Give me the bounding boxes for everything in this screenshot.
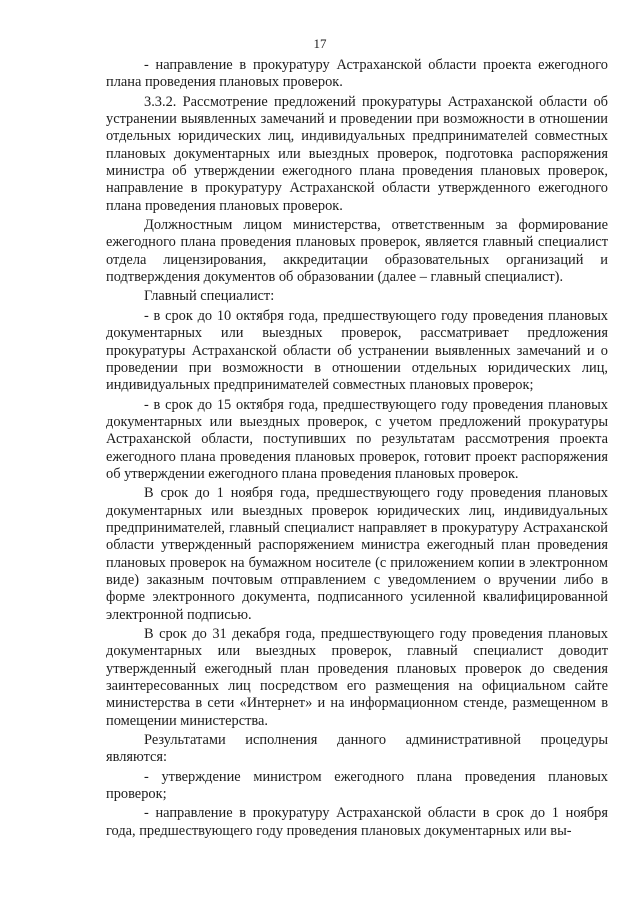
paragraph-8: В срок до 31 декабря года, предшествующего году проведения плановых документарных или выездных проверок, главный специалист доводит утвержденный ежегодный план проведения плановых проверок до сведения заинтересованных лиц посредством его размещения на официальном сайте министерства в сети «Интернет» и на информационном стенде, размещенном в помещении министерства. [106,626,608,729]
paragraph-4: Главный специалист: [144,288,275,305]
paragraph-10: - утверждение министром ежегодного плана проведения плановых проверок; [106,768,608,803]
paragraph-6: - в срок до 15 октября года, предшествующего году проведения плановых документарных или выездных проверок, с учетом предложений прокуратуры Астраханской области, поступивших по результатам рассмотрения проекта ежегодного плана проведения плановых проверок, готовит проект распоряжения об утверждении ежегодного плана проведения плановых проверок. [106,396,608,482]
page-number: 17 [313,36,327,51]
paragraph-5: - в срок до 10 октября года, предшествующего году проведения плановых документарных или выездных проверок, рассматривает предложения прокуратуры Астраханской области об устранении выявленных замечаний и о проведении при возможности в отношении отдельных юридических лиц, индивидуальных предпринимателей совместных плановых проверок; [106,307,608,394]
paragraph-3: Должностным лицом министерства, ответственным за формирование ежегодного плана проведения плановых проверок, является главный специалист отдела лицензирования, аккредитации образовательных организаций и подтверждения документов об образовании (далее – главный специалист). [106,217,608,286]
paragraph-7: В срок до 1 ноября года, предшествующего году проведения плановых документарных или выездных проверок юридических лиц, индивидуальных предпринимателей, главный специалист направляет в прокуратуру Астраханской области утвержденный распоряжением министра ежегодный план проведения плановых проверок на бумажном носителе (с приложением копии в электронном виде) заказным почтовым отправлением с уведомлением о вручении либо в форме электронного документа, подписанного усиленной квалифицированной электронной подписью. [106,485,608,623]
document-body [106,57,608,842]
paragraph-2: 3.3.2. Рассмотрение предложений прокуратуры Астраханской области об устранении выявленных замечаний и проведении при возможности в отношении отдельных юридических лиц, индивидуальных предпринимателей совместных плановых документарных или выездных проверок, подготовка распоряжения министра об утверждении ежегодного плана проведения плановых проверок, направление в прокуратуру Астраханской области утвержденного ежегодного плана проведения плановых проверок. [106,93,608,214]
paragraph-11: - направление в прокуратуру Астраханской области в срок до 1 ноября года, предшествующего году проведения плановых документарных или вы- [106,805,608,839]
paragraph-1: - направление в прокуратуру Астраханской области проекта ежегодного плана проведения плановых проверок. [106,57,608,91]
paragraph-9: Результатами исполнения данного административной процедуры являются: [106,732,608,766]
